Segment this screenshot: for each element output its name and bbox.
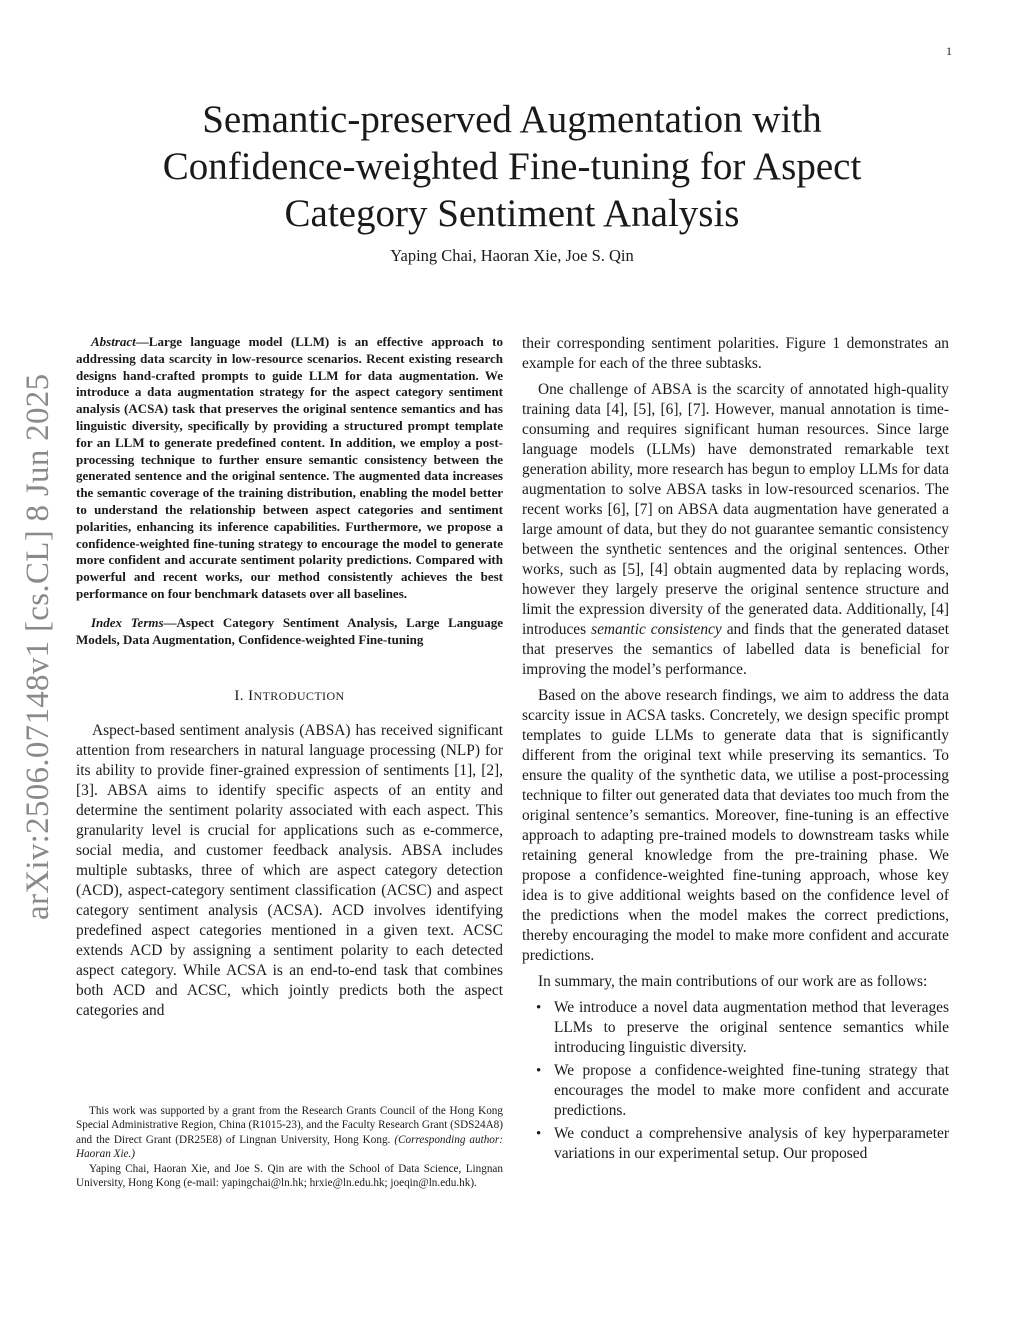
list-item: [522, 1061, 949, 1121]
section-heading-introduction: [76, 688, 503, 705]
bullet-icon: •: [536, 1063, 542, 1079]
section-number: I.: [234, 688, 249, 705]
intro-paragraph: Aspect-based sentiment analysis (ABSA) has received significant attention from researchers in natural language processing (NLP) for its ability to provide finer-grained expression of sentiments [1], [2], [3]. ABSA aims to identify specific aspects of an entity and determine the sentiment polarity associated with each aspect. This granularity level is crucial for applications such as e-commerce, social media, and customer feedback analysis. ABSA includes multiple subtasks, three of which are aspect category detection (ACD), aspect-category sentiment classification (ACSC) and aspect category sentiment analysis (ACSA). ACD involves identifying predefined aspect categories mentioned in a given text. ACSC extends ACD by assigning a sentiment polarity to each detected aspect category. While ACSA is an end-to-end task that combines both ACD and ACSC, which jointly predicts both the aspect categories and: [76, 722, 503, 1020]
author-list: Yaping Chai, Haoran Xie, Joe S. Qin: [390, 246, 634, 265]
paragraph-challenge-text-a: One challenge of ABSA is the scarcity of annotated high-quality training data [4], [5], [6], [7]. However, manual annotation is time-consuming and requires significant human resources. Since large language models (LLMs) have demonstrated remarkable text generation ability, more research has begun to employ LLMs for data augmentation to solve ABSA tasks in low-resourced scenarios. The recent works [6], [7] on ABSA data augmentation have generated a large amount of data, but they do not guarantee semantic consistency between the synthetic sentences and the original sentences. Other works, such as [5], [4] obtain augmented data by replacing words, however they largely preserve the original sentence structure and limit the expression diversity of the generated data. Additionally, [4] introduces: [522, 381, 949, 638]
contribution-text: We introduce a novel data augmentation method that leverages LLMs to preserve the original sentence semantics while introducing linguistic diversity.: [554, 999, 949, 1056]
right-column: [522, 334, 949, 1167]
bullet-icon: •: [536, 1126, 542, 1142]
footnote-funding: [76, 1104, 503, 1162]
bullet-icon: •: [536, 1000, 542, 1016]
contribution-text: We propose a confidence-weighted fine-tuning strategy that encourages the model to make more confident and accurate predictions.: [554, 1062, 949, 1119]
semantic-consistency-term: semantic consistency: [591, 621, 722, 638]
corresponding-author: (Corresponding author: Haoran Xie.): [76, 1133, 503, 1161]
abstract: [76, 334, 503, 603]
title-line: Semantic-preserved Augmentation with: [202, 98, 822, 141]
paragraph-challenge: [522, 380, 949, 680]
footnote-affiliation: Yaping Chai, Haoran Xie, and Joe S. Qin are with the School of Data Science, Lingnan University, Hong Kong (e-mail: yapingchai@ln.hk; hrxie@ln.edu.hk; joeqin@ln.edu.hk).: [76, 1162, 503, 1190]
footnote: [76, 1104, 503, 1190]
index-terms: [76, 615, 503, 649]
paragraph-challenge-text-b: and finds that the generated dataset that preserves the semantics of labelled data is beneficial for improving the model’s performance.: [522, 621, 949, 678]
index-terms-text: —Aspect Category Sentiment Analysis, Large Language Models, Data Augmentation, Confidence-weighted Fine-tuning: [76, 614, 503, 647]
abstract-label: Abstract: [91, 334, 136, 349]
page-number: 1: [946, 44, 952, 58]
footnote-funding-text: This work was supported by a grant from the Research Grants Council of the Hong Kong Special Administrative Region, China (R1015-23), and the Faculty Research Grant (SDS24A8) and the Direct Grant (DR25E8) of Lingnan University, Hong Kong.: [76, 1105, 503, 1146]
left-column: [76, 334, 503, 1021]
list-item: [522, 998, 949, 1058]
abstract-text: —Large language model (LLM) is an effective approach to addressing data scarcity in low-resource scenarios. Recent existing research designs hand-crafted prompts to guide LLM for data augmentation. We introduce a data augmentation strategy for the aspect category sentiment analysis (ACSA) task that preserves the original sentence semantics and has linguistic diversity, specifically by providing a structured prompt template for an LLM to generate predefined content. In addition, we employ a post-processing technique to further ensure semantic consistency between the generated sentence and the original sentence. The augmented data increases the semantic coverage of the training distribution, enabling the model better to understand the relationship between aspect categories and sentiment polarities, enhancing its inference capabilities. Furthermore, we propose a confidence-weighted fine-tuning strategy to encourage the model to generate more confident and accurate sentiment polarity predictions. Compared with powerful and recent works, our method consistently achieves the best performance on four benchmark datasets over all baselines.: [76, 334, 503, 601]
paragraph-summary: In summary, the main contributions of our work are as follows:: [538, 973, 928, 990]
arxiv-identifier: arXiv:2506.07148v1 [cs.CL] 8 Jun 2025: [20, 373, 56, 920]
contribution-text: We conduct a comprehensive analysis of key hyperparameter variations in our experimental setup. Our proposed: [554, 1125, 949, 1162]
paper-title: [80, 96, 944, 237]
list-item: [522, 1124, 949, 1164]
section-title-rest: NTRODUCTION: [253, 689, 345, 704]
index-terms-label: Index Terms: [91, 614, 164, 630]
title-line: Category Sentiment Analysis: [284, 192, 740, 235]
paragraph-approach: Based on the above research findings, we aim to address the data scarcity issue in ACSA tasks. Concretely, we design specific prompt templates to guide LLMs to generate data that is significantly different from the original text while preserving its semantics. To ensure the quality of the synthetic data, we utilise a post-processing technique to filter out generated data that deviates too much from the original sentence’s semantics. Moreover, fine-tuning is an effective approach to adapting pre-trained models to downstream tasks while retaining general knowledge from the pre-training phase. We propose a confidence-weighted fine-tuning approach, whose key idea is to give additional weights based on the confidence level of the predictions when the model makes the correct predictions, thereby encouraging the model to make more confident and accurate predictions.: [522, 687, 949, 964]
contributions-list: [522, 998, 949, 1164]
section-first-letter: I: [248, 688, 254, 705]
paragraph-continuation: their corresponding sentiment polarities. Figure 1 demonstrates an example for each of the three subtasks.: [522, 335, 949, 372]
title-line: Confidence-weighted Fine-tuning for Aspect: [162, 145, 862, 188]
